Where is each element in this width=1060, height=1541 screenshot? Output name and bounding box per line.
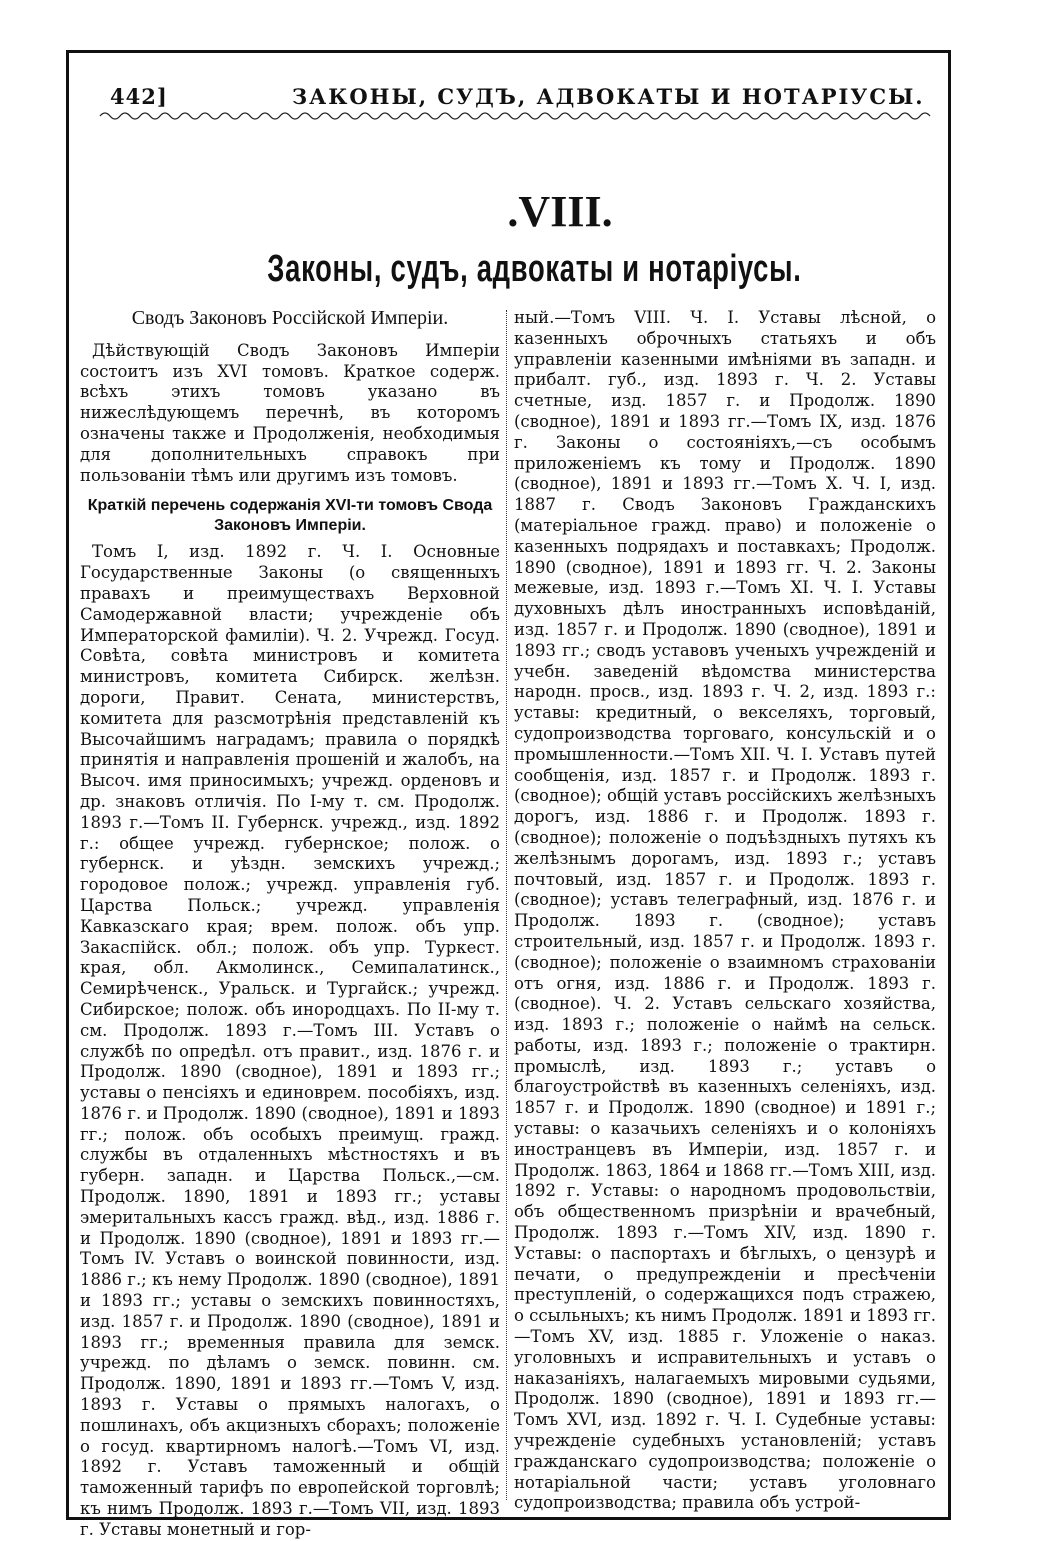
- page-number: 442]: [110, 84, 168, 109]
- wavy-rule: [100, 108, 930, 124]
- chapter-number: .VIII.: [507, 187, 613, 236]
- left-body-text: Томъ I, изд. 1892 г. Ч. I. Основные Государственные Законы (о священныхъ правахъ и преимуществахъ Верховной Самодержавной власти; учрежденіе объ Императорской фамиліи). Ч. 2. Учрежд. Госуд. Совѣта, совѣта министровъ и комитета министровъ, комитета Сибирск. желѣзн. дороги, Правит. Сената, министерствъ, комитета для разсмотрѣнія представленій къ Высочайшимъ наградамъ; правила о порядкѣ принятія и направленія прошеній и жалобъ, на Высоч. имя приносимыхъ; учрежд. орденовъ и др. знаковъ отличія. По I-му т. см. Продолж. 1893 г.—Томъ II. Губернск. учрежд., изд. 1892 г.: общее учрежд. губернское; полож. о губернск. и уѣздн. земскихъ учрежд.; городовое полож.; учрежд. управленія губ. Царства Польск.; учрежд. управленія Кавказскаго края; врем. полож. объ упр. Закаспійск. обл.; полож. объ упр. Туркест. края, обл. Акмолинск., Семипалатинск., Семирѣченск., Уральск. и Тургайск.; учрежд. Сибирское; полож. объ инородцахъ. По II-му т. см. Продолж. 1893 г.—Томъ III. Уставъ о службѣ по опредѣл. отъ правит., изд. 1876 г. и Продолж. 1890 (сводное), 1891 и 1893 гг.; уставы о пенсіяхъ и единоврем. пособіяхъ, изд. 1876 г. и Продолж. 1890 (сводное), 1891 и 1893 гг.; полож. объ особыхъ преимущ. гражд. службы въ отдаленныхъ мѣстностяхъ и въ губерн. западн. и Царства Польск.,—см. Продолж. 1890, 1891 и 1893 гг.; уставы эмеритальныхъ кассъ гражд. вѣд., изд. 1886 г. и Продолж. 1890 (сводное), 1891 и 1893 гг.—Томъ IV. Уставъ о воинской повинности, изд. 1886 г.; къ нему Продолж. 1890 (сводное), 1891 и 1893 гг.; уставы о земскихъ повинностяхъ, изд. 1857 г. и Продолж. 1890 (сводное), 1891 и 1893 гг.; временныя правила для земск. учрежд. по дѣламъ о земск. повинн. см. Продолж. 1890, 1891 и 1893 гг.—Томъ V, изд. 1893 г. Уставы о прямыхъ налогахъ, о пошлинахъ, объ акцизныхъ сборахъ; положеніе о госуд. квартирномъ налогѣ.—Томъ VI, изд. 1892 г. Уставъ таможенный и общій таможенный тарифъ по европейской торговлѣ; къ нимъ Продолж. 1893 г.—Томъ VII, изд. 1893 г. Уставы монетный и гор-: [80, 542, 500, 1539]
- list-heading: Краткій перечень содержанія XVI-ти томовъ Свода Законовъ Имперіи.: [87, 497, 493, 535]
- left-column: [80, 307, 500, 1539]
- right-body-text: ный.—Томъ VIII. Ч. I. Уставы лѣсной, о казенныхъ оброчныхъ статьяхъ и объ управленіи казенными имѣніями въ западн. и прибалт. губ., изд. 1893 г. Ч. 2. Уставы счетные, изд. 1857 г. и Продолж. 1890 (сводное), 1891 и 1893 гг.—Томъ IX, изд. 1876 г. Законы о состояніяхъ,—съ особымъ приложеніемъ къ тому и Продолж. 1890 (сводное), 1891 и 1893 гг.—Томъ X. Ч. I, изд. 1887 г. Сводъ Законовъ Гражданскихъ (матеріальное гражд. право) и положеніе о казенныхъ подрядахъ и поставкахъ; Продолж. 1890 (сводное), 1891 и 1893 гг. Ч. 2. Законы межевые, изд. 1893 г.—Томъ XI. Ч. I. Уставы духовныхъ дѣлъ иностранныхъ исповѣданій, изд. 1857 г. и Продолж. 1890 (сводное), 1891 и 1893 гг.; сводъ уставовъ ученыхъ учрежденій и учебн. заведеній вѣдомства министерства народн. просв., изд. 1893 г. Ч. 2, изд. 1893 г.: уставы: кредитный, о векселяхъ, торговый, судопроизводства торговаго, консульскій и о промышленности.—Томъ XII. Ч. I. Уставъ путей сообщенія, изд. 1857 г. и Продолж. 1893 г. (сводное); общій уставъ россійскихъ желѣзныхъ дорогъ, изд. 1886 г. и Продолж. 1893 г. (сводное); положеніе о подъѣздныхъ путяхъ къ желѣзнымъ дорогамъ, изд. 1893 г.; уставъ почтовый, изд. 1857 г. и Продолж. 1893 г. (сводное); уставъ телеграфный, изд. 1876 г. и Продолж. 1893 г. (сводное); уставъ строительный, изд. 1857 г. и Продолж. 1893 г. (сводное); положеніе о взаимномъ страхованіи отъ огня, изд. 1886 г. и Продолж. 1893 г. (сводное). Ч. 2. Уставъ сельскаго хозяйства, изд. 1893 г.; положеніе о наймѣ на сельск. работы, изд. 1893 г.; положеніе о трактирн. промыслѣ, изд. 1893 г.; уставъ о благоустройствѣ въ казенныхъ селеніяхъ, изд. 1857 г. и Продолж. 1890 (сводное) и 1891 г.; уставы: о казачьихъ селеніяхъ и о колоніяхъ иностранцевъ въ Имперіи, изд. 1857 г. и Продолж. 1863, 1864 и 1868 гг.—Томъ XIII, изд. 1892 г. Уставы: о народномъ продовольствіи, объ общественномъ призрѣніи и врачебный, Продолж. 1893 г.—Томъ XIV, изд. 1890 г. Уставы: о паспортахъ и бѣглыхъ, о цензурѣ и печати, о предупрежденіи и пресѣченіи преступленій, о содержащихся подъ стражею, о ссыльныхъ; къ нимъ Продолж. 1891 и 1893 гг.—Томъ XV, изд. 1885 г. Уложеніе о наказ. уголовныхъ и исправительныхъ и уставъ о наказаніяхъ, налагаемыхъ мировыми судьями, Продолж. 1890 (сводное), 1891 и 1893 гг.—Томъ XVI, изд. 1892 г. Ч. I. Судебные уставы: учрежденіе судебныхъ установленій; уставъ гражданскаго судопроизводства; положеніе о нотаріальной части; уставъ уголовнаго судопроизводства; правила объ устрой-: [514, 308, 936, 1513]
- intro-paragraph: Дѣйствующій Сводъ Законовъ Имперіи состоитъ изъ XVI томовъ. Краткое содерж. всѣхъ этихъ томовъ указано въ нижеслѣдующемъ перечнѣ, въ которомъ означены также и Продолженія, необходимыя для дополнительныхъ справокъ при пользованіи тѣмъ или другимъ изъ томовъ.: [80, 340, 500, 485]
- chapter-title: Законы, судъ, адвокаты и нотаріусы.: [267, 248, 802, 290]
- running-title: ЗАКОНЫ, СУДЪ, АДВОКАТЫ И НОТАРІУСЫ.: [292, 84, 925, 109]
- section-title: Сводъ Законовъ Россійской Имперіи.: [131, 307, 449, 329]
- right-column: [514, 308, 936, 1513]
- column-divider: [506, 310, 507, 1500]
